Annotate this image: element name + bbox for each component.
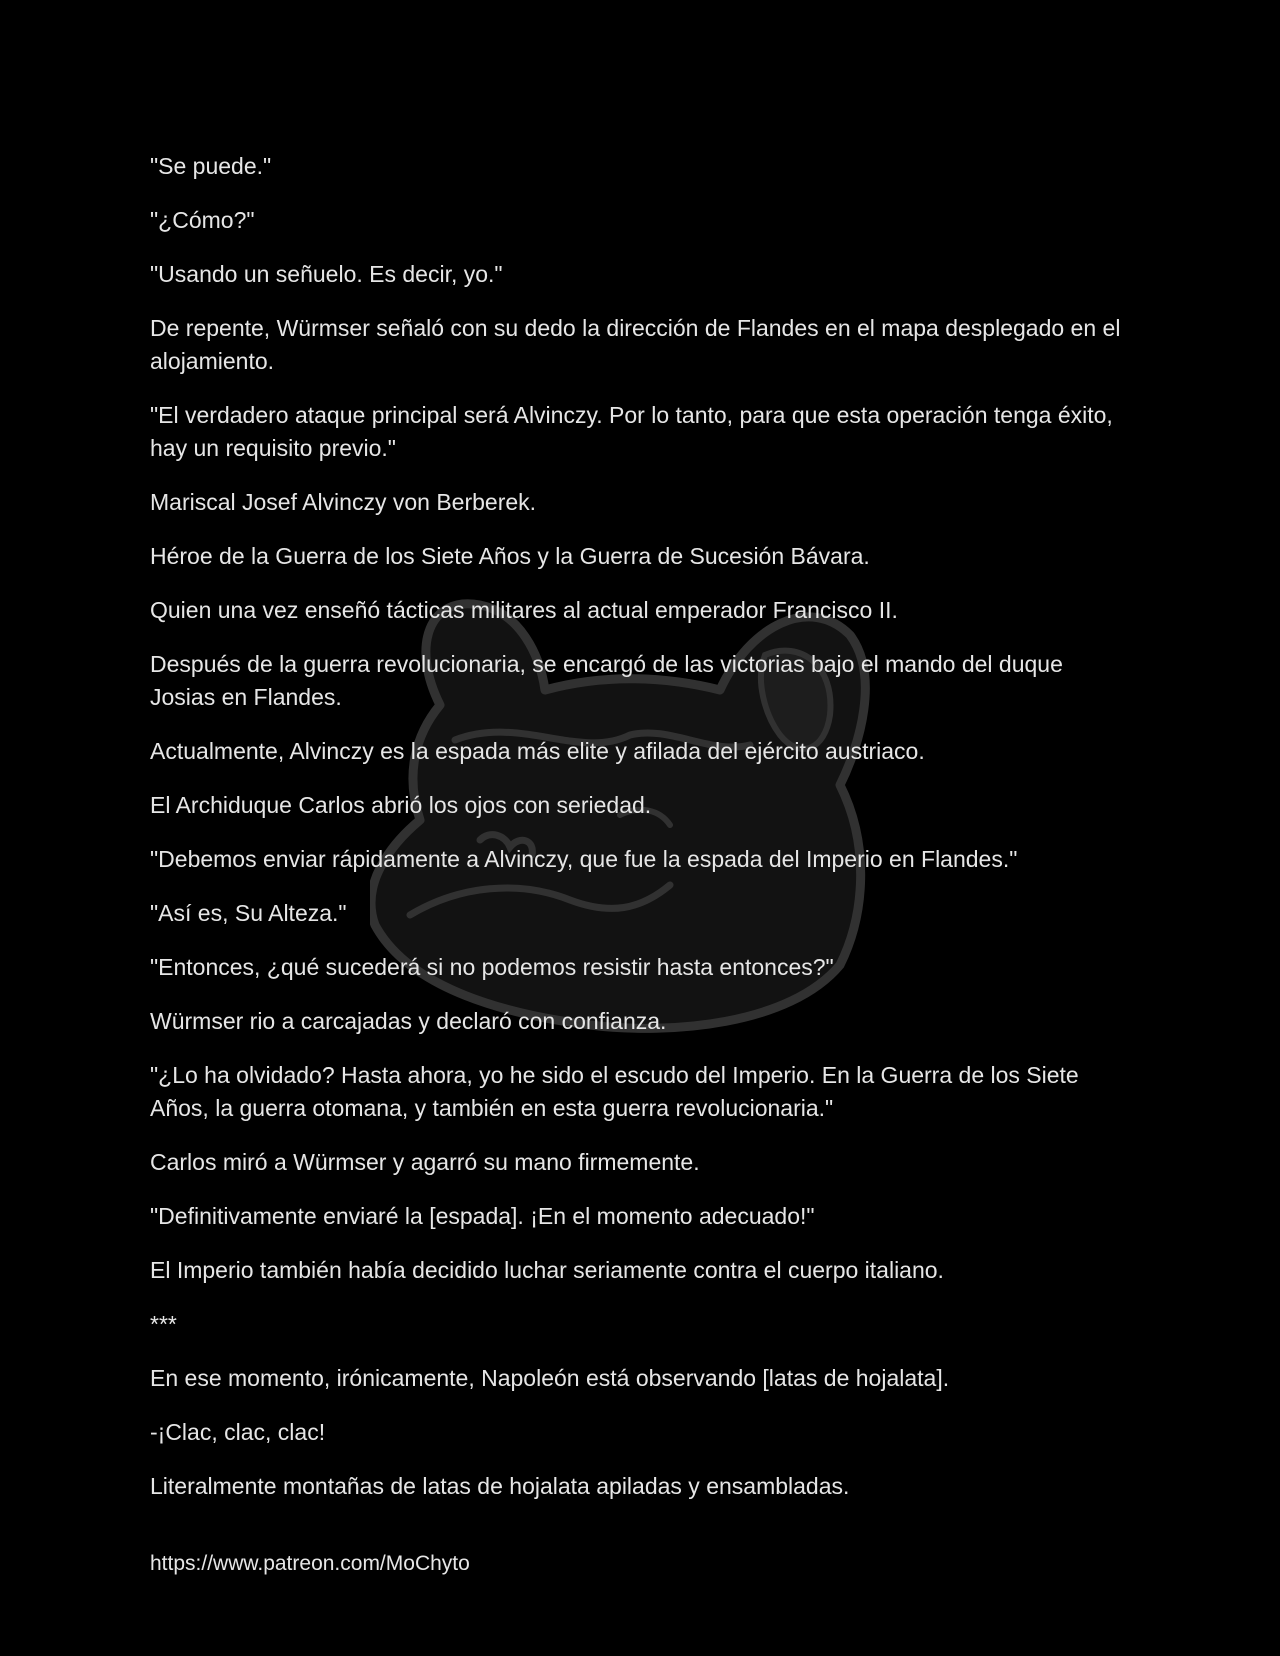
paragraph: "Se puede." (150, 153, 272, 179)
paragraph: De repente, Würmser señaló con su dedo la dirección de Flandes en el mapa desplegado en el alojamiento. (150, 315, 1121, 374)
paragraph: "Entonces, ¿qué sucederá si no podemos resistir hasta entonces?" (150, 954, 834, 980)
paragraph: Quien una vez enseñó tácticas militares al actual emperador Francisco II. (150, 597, 898, 623)
paragraph: "Usando un señuelo. Es decir, yo." (150, 261, 503, 287)
paragraph: Carlos miró a Würmser y agarró su mano firmemente. (150, 1149, 700, 1175)
scene-break: *** (150, 1311, 177, 1337)
paragraph: -¡Clac, clac, clac! (150, 1419, 326, 1445)
paragraph: Literalmente montañas de latas de hojalata apiladas y ensambladas. (150, 1473, 850, 1499)
patreon-link[interactable]: https://www.patreon.com/MoChyto (150, 1552, 470, 1575)
paragraph: El Imperio también había decidido luchar seriamente contra el cuerpo italiano. (150, 1257, 944, 1283)
chapter-text (150, 150, 1130, 1524)
paragraph: "El verdadero ataque principal será Alvinczy. Por lo tanto, para que esta operación tenga éxito, hay un requisito previo." (150, 402, 1113, 461)
paragraph: En ese momento, irónicamente, Napoleón está observando [latas de hojalata]. (150, 1365, 950, 1391)
paragraph: Después de la guerra revolucionaria, se encargó de las victorias bajo el mando del duque Josias en Flandes. (150, 651, 1063, 710)
paragraph: "¿Cómo?" (150, 207, 255, 233)
paragraph: "Debemos enviar rápidamente a Alvinczy, que fue la espada del Imperio en Flandes." (150, 846, 1018, 872)
paragraph: "Así es, Su Alteza." (150, 900, 347, 926)
paragraph: El Archiduque Carlos abrió los ojos con seriedad. (150, 792, 652, 818)
paragraph: "Definitivamente enviaré la [espada]. ¡En el momento adecuado!" (150, 1203, 815, 1229)
paragraph: Actualmente, Alvinczy es la espada más elite y afilada del ejército austriaco. (150, 738, 925, 764)
paragraph: "¿Lo ha olvidado? Hasta ahora, yo he sido el escudo del Imperio. En la Guerra de los Siete Años, la guerra otomana, y también en esta guerra revolucionaria." (150, 1062, 1079, 1121)
paragraph: Héroe de la Guerra de los Siete Años y la Guerra de Sucesión Bávara. (150, 543, 870, 569)
paragraph: Mariscal Josef Alvinczy von Berberek. (150, 489, 537, 515)
paragraph: Würmser rio a carcajadas y declaró con confianza. (150, 1008, 667, 1034)
